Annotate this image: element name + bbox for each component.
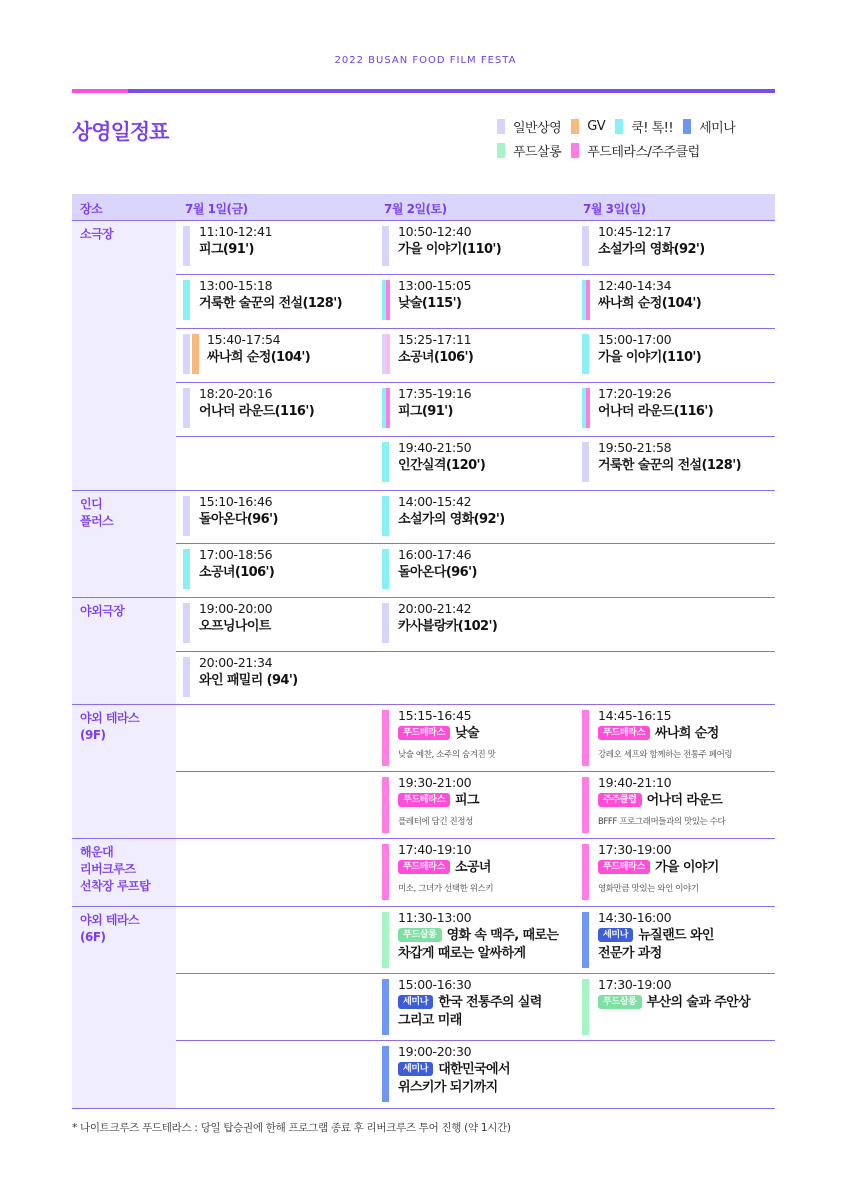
type-bar: [582, 334, 589, 374]
legend-swatch: [497, 119, 505, 134]
category-tag: 주주클럽: [598, 793, 642, 807]
category-tag: 세미나: [598, 928, 633, 942]
top-divider: [72, 89, 775, 93]
type-bar: [382, 777, 389, 833]
venue-label: 해운대 리버크루즈 선착장 루프탑: [80, 845, 151, 893]
type-bar: [382, 603, 389, 643]
category-tag: 푸드테라스: [598, 726, 650, 740]
type-bar: [582, 442, 589, 482]
legend-item-gv: GV: [571, 119, 605, 134]
venue-label: 소극장: [80, 227, 114, 241]
legend: [497, 118, 787, 166]
type-bar: [586, 280, 590, 320]
venue-label: 인디 플러스: [80, 497, 114, 528]
venue-cell: [72, 704, 176, 838]
venue-cell: [72, 220, 176, 490]
type-bar: [183, 334, 190, 374]
header-day2: 7월 2일(토): [384, 202, 447, 216]
subrow-divider: [176, 771, 775, 772]
legend-item-general: 일반상영: [497, 117, 561, 136]
legend-swatch: [683, 119, 691, 134]
type-bar: [382, 912, 389, 968]
row-divider: [72, 838, 775, 839]
type-bar: [382, 844, 389, 900]
table-header: [72, 194, 775, 220]
row-divider: [72, 490, 775, 491]
category-tag: 푸드테라스: [598, 860, 650, 874]
type-bar: [382, 979, 389, 1035]
legend-swatch: [571, 119, 579, 134]
venue-cell: [72, 597, 176, 704]
subrow-divider: [176, 274, 775, 275]
type-bar: [582, 710, 589, 766]
category-tag: 세미나: [398, 995, 433, 1009]
category-tag: 세미나: [398, 1062, 433, 1076]
header-venue: 장소: [80, 202, 103, 216]
venue-label: 야외 테라스 (9F): [80, 711, 140, 742]
type-bar: [183, 603, 190, 643]
subrow-divider: [176, 543, 775, 544]
type-bar: [382, 549, 389, 589]
type-bar: [586, 388, 590, 428]
subrow-divider: [176, 328, 775, 329]
subrow-divider: [176, 436, 775, 437]
subrow-divider: [176, 1040, 775, 1041]
row-divider: [72, 1108, 775, 1109]
type-bar: [386, 334, 390, 374]
type-bar: [382, 1046, 389, 1102]
type-bar: [582, 979, 589, 1035]
legend-swatch: [615, 119, 623, 134]
type-bar: [386, 280, 390, 320]
legend-item-foodterrace: 푸드테라스/주주클럽: [571, 141, 699, 160]
row-divider: [72, 704, 775, 705]
festival-name: 2022 BUSAN FOOD FILM FESTA: [334, 55, 517, 66]
category-tag: 푸드테라스: [398, 726, 450, 740]
category-tag: 푸드살롱: [598, 995, 642, 1009]
footnote: * 나이트크루즈 푸드테라스 : 당일 탑승권에 한해 프로그램 종료 후 리버크루즈 투어 진행 (약 1시간): [72, 1122, 511, 1134]
header-day1: 7월 1일(금): [185, 202, 248, 216]
subrow-divider: [176, 973, 775, 974]
row-divider: [72, 906, 775, 907]
venue-label: 야외극장: [80, 604, 125, 618]
type-bar: [382, 710, 389, 766]
top-divider-accent: [72, 89, 128, 93]
legend-item-seminar: 세미나: [683, 117, 735, 136]
legend-item-cooktalk: 쿡! 톡!!: [615, 117, 673, 136]
type-bar: [582, 777, 589, 833]
venue-label: 야외 테라스 (6F): [80, 913, 140, 944]
header-day3: 7월 3일(일): [583, 202, 646, 216]
type-bar: [183, 280, 190, 320]
type-bar: [582, 844, 589, 900]
page-title: 상영일정표: [72, 120, 169, 144]
type-bar: [582, 912, 589, 968]
type-bar: [386, 388, 390, 428]
legend-swatch: [497, 143, 505, 158]
venue-cell: [72, 906, 176, 1108]
venue-cell: [72, 838, 176, 906]
category-tag: 푸드테라스: [398, 793, 450, 807]
type-bar: [582, 226, 589, 266]
row-divider: [72, 220, 775, 221]
category-tag: 푸드살롱: [398, 928, 442, 942]
legend-swatch: [571, 143, 579, 158]
type-bar: [382, 496, 389, 536]
type-bar: [183, 496, 190, 536]
type-bar: [183, 226, 190, 266]
category-tag: 푸드테라스: [398, 860, 450, 874]
type-bar: [183, 657, 190, 697]
row-divider: [72, 597, 775, 598]
type-bar: [382, 226, 389, 266]
subrow-divider: [176, 651, 775, 652]
venue-cell: [72, 490, 176, 597]
type-bar: [183, 388, 190, 428]
type-bar: [192, 334, 199, 374]
legend-item-foodsalon: 푸드살롱: [497, 141, 561, 160]
type-bar: [382, 442, 389, 482]
type-bar: [183, 549, 190, 589]
subrow-divider: [176, 382, 775, 383]
